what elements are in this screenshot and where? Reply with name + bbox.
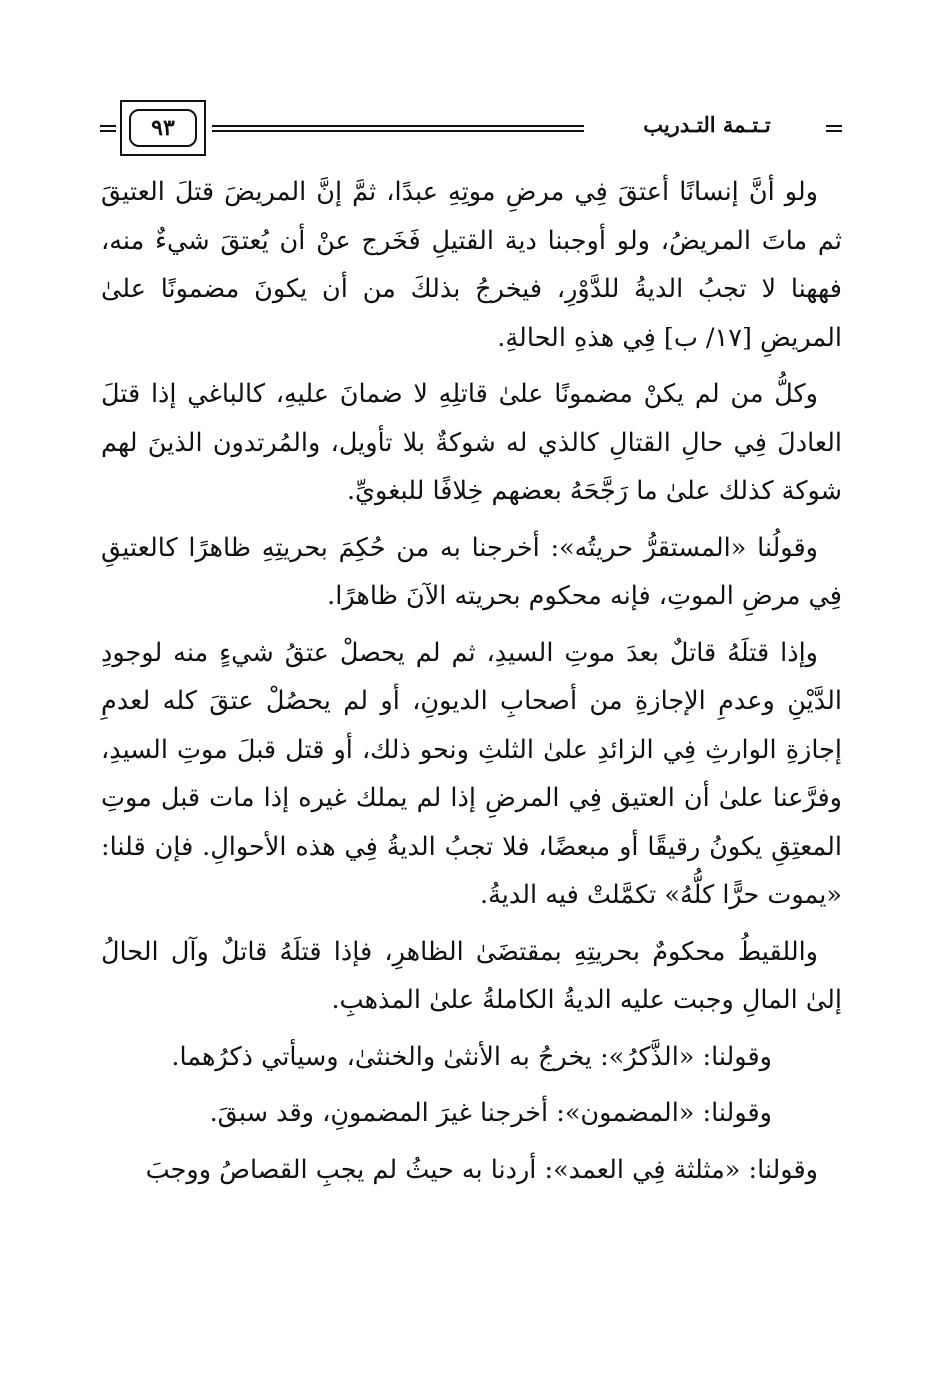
paragraph: وكلُّ من لم يكنْ مضمونًا علىٰ قاتلِهِ لا ضمانَ عليهِ، كالباغي إذا قتلَ العادلَ فِي حالِ القتالِ كالذي له شوكةٌ بلا تأويل، والمُرتدون الذينَ لهم شوكة كذلك علىٰ ما رَجَّحَهُ بعضهم خِلافًا للبغويِّ. — [101, 379, 842, 506]
paragraph: وقولنا: «الذَّكرُ»: يخرجُ به الأنثىٰ والخنثىٰ، وسيأتي ذكرُهما. — [171, 1041, 772, 1072]
page-body — [101, 168, 842, 1202]
page-number: ٩٣ — [129, 109, 197, 147]
paragraph: وقولُنا «المستقرُّ حريتُه»: أخرجنا به من حُكِمَ بحريتِهِ ظاهرًا كالعتيقِ فِي مرضِ الموتِ، فإنه محكوم بحريته الآنَ ظاهرًا. — [101, 532, 842, 611]
running-header — [100, 100, 842, 162]
paragraph: وإذا قتلَهُ قاتلٌ بعدَ موتِ السيدِ، ثم لم يحصلْ عتقُ شيءٍ منه لوجودِ الدَّيْنِ وعدمِ الإجازةِ من أصحابِ الديونِ، أو لم يحصُلْ عتقَ كله لعدمِ إجازةِ الوارثِ فِي الزائدِ علىٰ الثلثِ ونحو ذلك، أو قتل قبلَ موتِ السيدِ، وفرَّعنا علىٰ أن العتيق فِي المرضِ إذا لم يملك غيره إذا مات قبل موتِ المعتِقِ يكونُ رقيقًا أو مبعضًا، فلا تجبُ الديةُ فِي هذه الأحوالِ. فإن قلنا: «يموت حرًّا كلُّهُ» تكمَّلتْ فيه الديةُ. — [101, 637, 842, 910]
running-title: تـتـمة التـدريب — [643, 112, 771, 137]
paragraph: ولو أنَّ إنسانًا أعتقَ فِي مرضِ موتِهِ عبدًا، ثمَّ إنَّ المريضَ قتلَ العتيقَ ثم ماتَ المريضُ، ولو أوجبنا دية القتيلِ فَخَرج عنْ أن يُعتقَ شيءٌ منه، فههنا لا تجبُ الديةُ للدَّوْرِ، فيخرجُ بذلكَ من أن يكونَ مضمونًا علىٰ المريضِ [١٧/ ب] فِي هذهِ الحالةِ. — [101, 177, 842, 353]
page-number-frame — [120, 100, 206, 156]
header-rule-middle — [212, 125, 584, 132]
paragraph: وقولنا: «المضمون»: أخرجنا غيرَ المضمونِ، وقد سبقَ. — [209, 1098, 772, 1128]
paragraph: وقولنا: «مثلثة فِي العمد»: أردنا به حيثُ لم يجبِ القصاصُ ووجبَ — [145, 1154, 818, 1185]
header-rule-right — [826, 125, 842, 132]
header-rule-left — [100, 125, 116, 132]
paragraph: واللقيطُ محكومٌ بحريتِهِ بمقتضَىٰ الظاهرِ، فإذا قتلَهُ قاتلٌ وآل الحالُ إلىٰ المالِ وجبت عليه الديةُ الكاملةُ علىٰ المذهبِ. — [101, 936, 842, 1015]
